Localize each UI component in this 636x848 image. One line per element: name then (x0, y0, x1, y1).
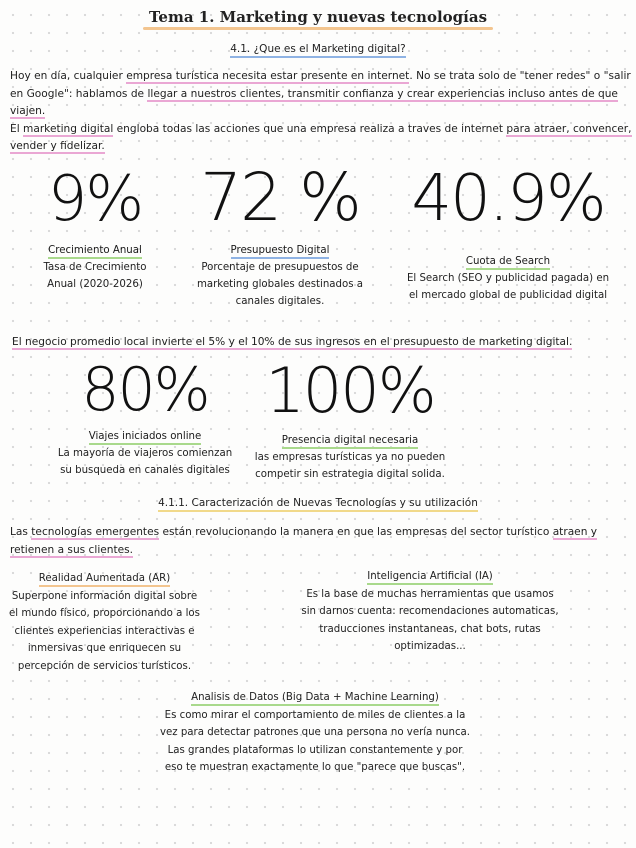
stat-value: 40.9% (411, 162, 605, 236)
ar-desc-line: clientes experiencias interactivas e (14, 625, 195, 637)
page-title: Tema 1. Marketing y nuevas tecnologías (148, 8, 488, 26)
data-title: Analisis de Datos (Big Data + Machine Learning) (130, 689, 500, 707)
ia-title: Inteligencia Artificial (IA) (290, 568, 570, 586)
ia-desc-line: traducciones instantaneas, chat bots, rutas (319, 623, 541, 635)
stat-digital-presence (250, 354, 450, 483)
ar-title: Realidad Aumentada (AR) (2, 570, 207, 588)
stat-label: Presupuesto Digital (180, 242, 380, 259)
intro-paragraph: Hoy en día, cualquier empresa turística necesita estar presente en internet. No se trata solo de "tener redes" o "salir en Google": hablamos de llegar a nuestros clientes, transmitir confianza y crear experiencias incluso antes de que viajen. El marketing digital engloba todas las acciones que una empresa realiza a traves de internet para atraer, convencer, vender y fidelizar. (10, 70, 632, 152)
stat-desc-line: Tasa de Crecimiento (43, 262, 147, 273)
stat-budget (180, 159, 380, 310)
data-desc-line: eso te muestran exactamente lo que "parece que buscas". (164, 762, 466, 773)
ar-desc-line: Superpone información digital sobre (11, 590, 198, 602)
stat-desc-line: el mercado global de publicidad digital (408, 290, 608, 301)
data-desc-line: Las grandes plataformas lo utilizan constantemente y por (167, 744, 463, 756)
stat-label: Viajes iniciados online (40, 428, 250, 445)
stat-desc-line: La mayoría de viajeros comienzan (57, 448, 233, 459)
ia-desc-line: sin darnos cuenta: recomendaciones automaticas, (301, 606, 559, 617)
stat-desc-line: marketing globales destinados a (196, 279, 364, 290)
stat-search-share (398, 162, 618, 304)
stat-desc-line: Anual (2020-2026) (47, 279, 143, 290)
stat-desc-line: su busqueda en canales digitales (60, 465, 230, 476)
section-heading-new-technologies: 4.1.1. Caracterización de Nuevas Tecnologías y su utilización (0, 497, 636, 509)
stat-desc-line: Porcentaje de presupuestos de (201, 262, 359, 273)
section-heading-marketing-digital: 4.1. ¿Que es el Marketing digital? (0, 43, 636, 55)
ia-desc-line: Es la base de muchas herramientas que usamos (306, 588, 554, 600)
investment-note: El negocio promedio local invierte el 5% y el 10% de sus ingresos en el presupuesto de marketing digital. (12, 336, 573, 348)
data-analysis-block (130, 689, 500, 777)
stat-value: 9% (47, 162, 143, 235)
data-desc-line: Es como mirar el comportamiento de miles de clientes a la (164, 709, 466, 721)
ia-desc-line: optimizadas... (394, 641, 466, 652)
stat-label: Cuota de Search (398, 253, 618, 270)
stat-desc-line: las empresas turísticas ya no pueden (254, 452, 446, 463)
stat-label: Crecimiento Anual (20, 242, 170, 259)
stat-label: Presencia digital necesaria (250, 432, 450, 449)
stat-growth (20, 162, 170, 293)
ar-desc-line: inmersivas que enriquecen su (27, 643, 182, 654)
stat-value: 80% (81, 355, 209, 425)
stat-value: 100% (265, 354, 435, 427)
technologies-intro: Las tecnologías emergentes están revolucionando la manera en que las empresas del sector turístico atraen y retienen a sus clientes. (10, 526, 598, 556)
stat-value: 72 % (200, 159, 360, 236)
stat-desc-line: El Search (SEO y publicidad pagada) en (406, 273, 610, 284)
stat-desc-line: competir sin estrategia digital solida. (255, 469, 445, 480)
ar-block (2, 570, 207, 675)
ia-block (290, 568, 570, 656)
ar-desc-line: percepción de servicios turísticos. (17, 660, 192, 672)
stat-desc-line: canales digitales. (235, 296, 325, 307)
stat-online-travel (40, 355, 250, 479)
data-desc-line: vez para detectar patrones que una persona no vería nunca. (159, 727, 471, 738)
ar-desc-line: el mundo físico, proporcionando a los (9, 608, 200, 619)
